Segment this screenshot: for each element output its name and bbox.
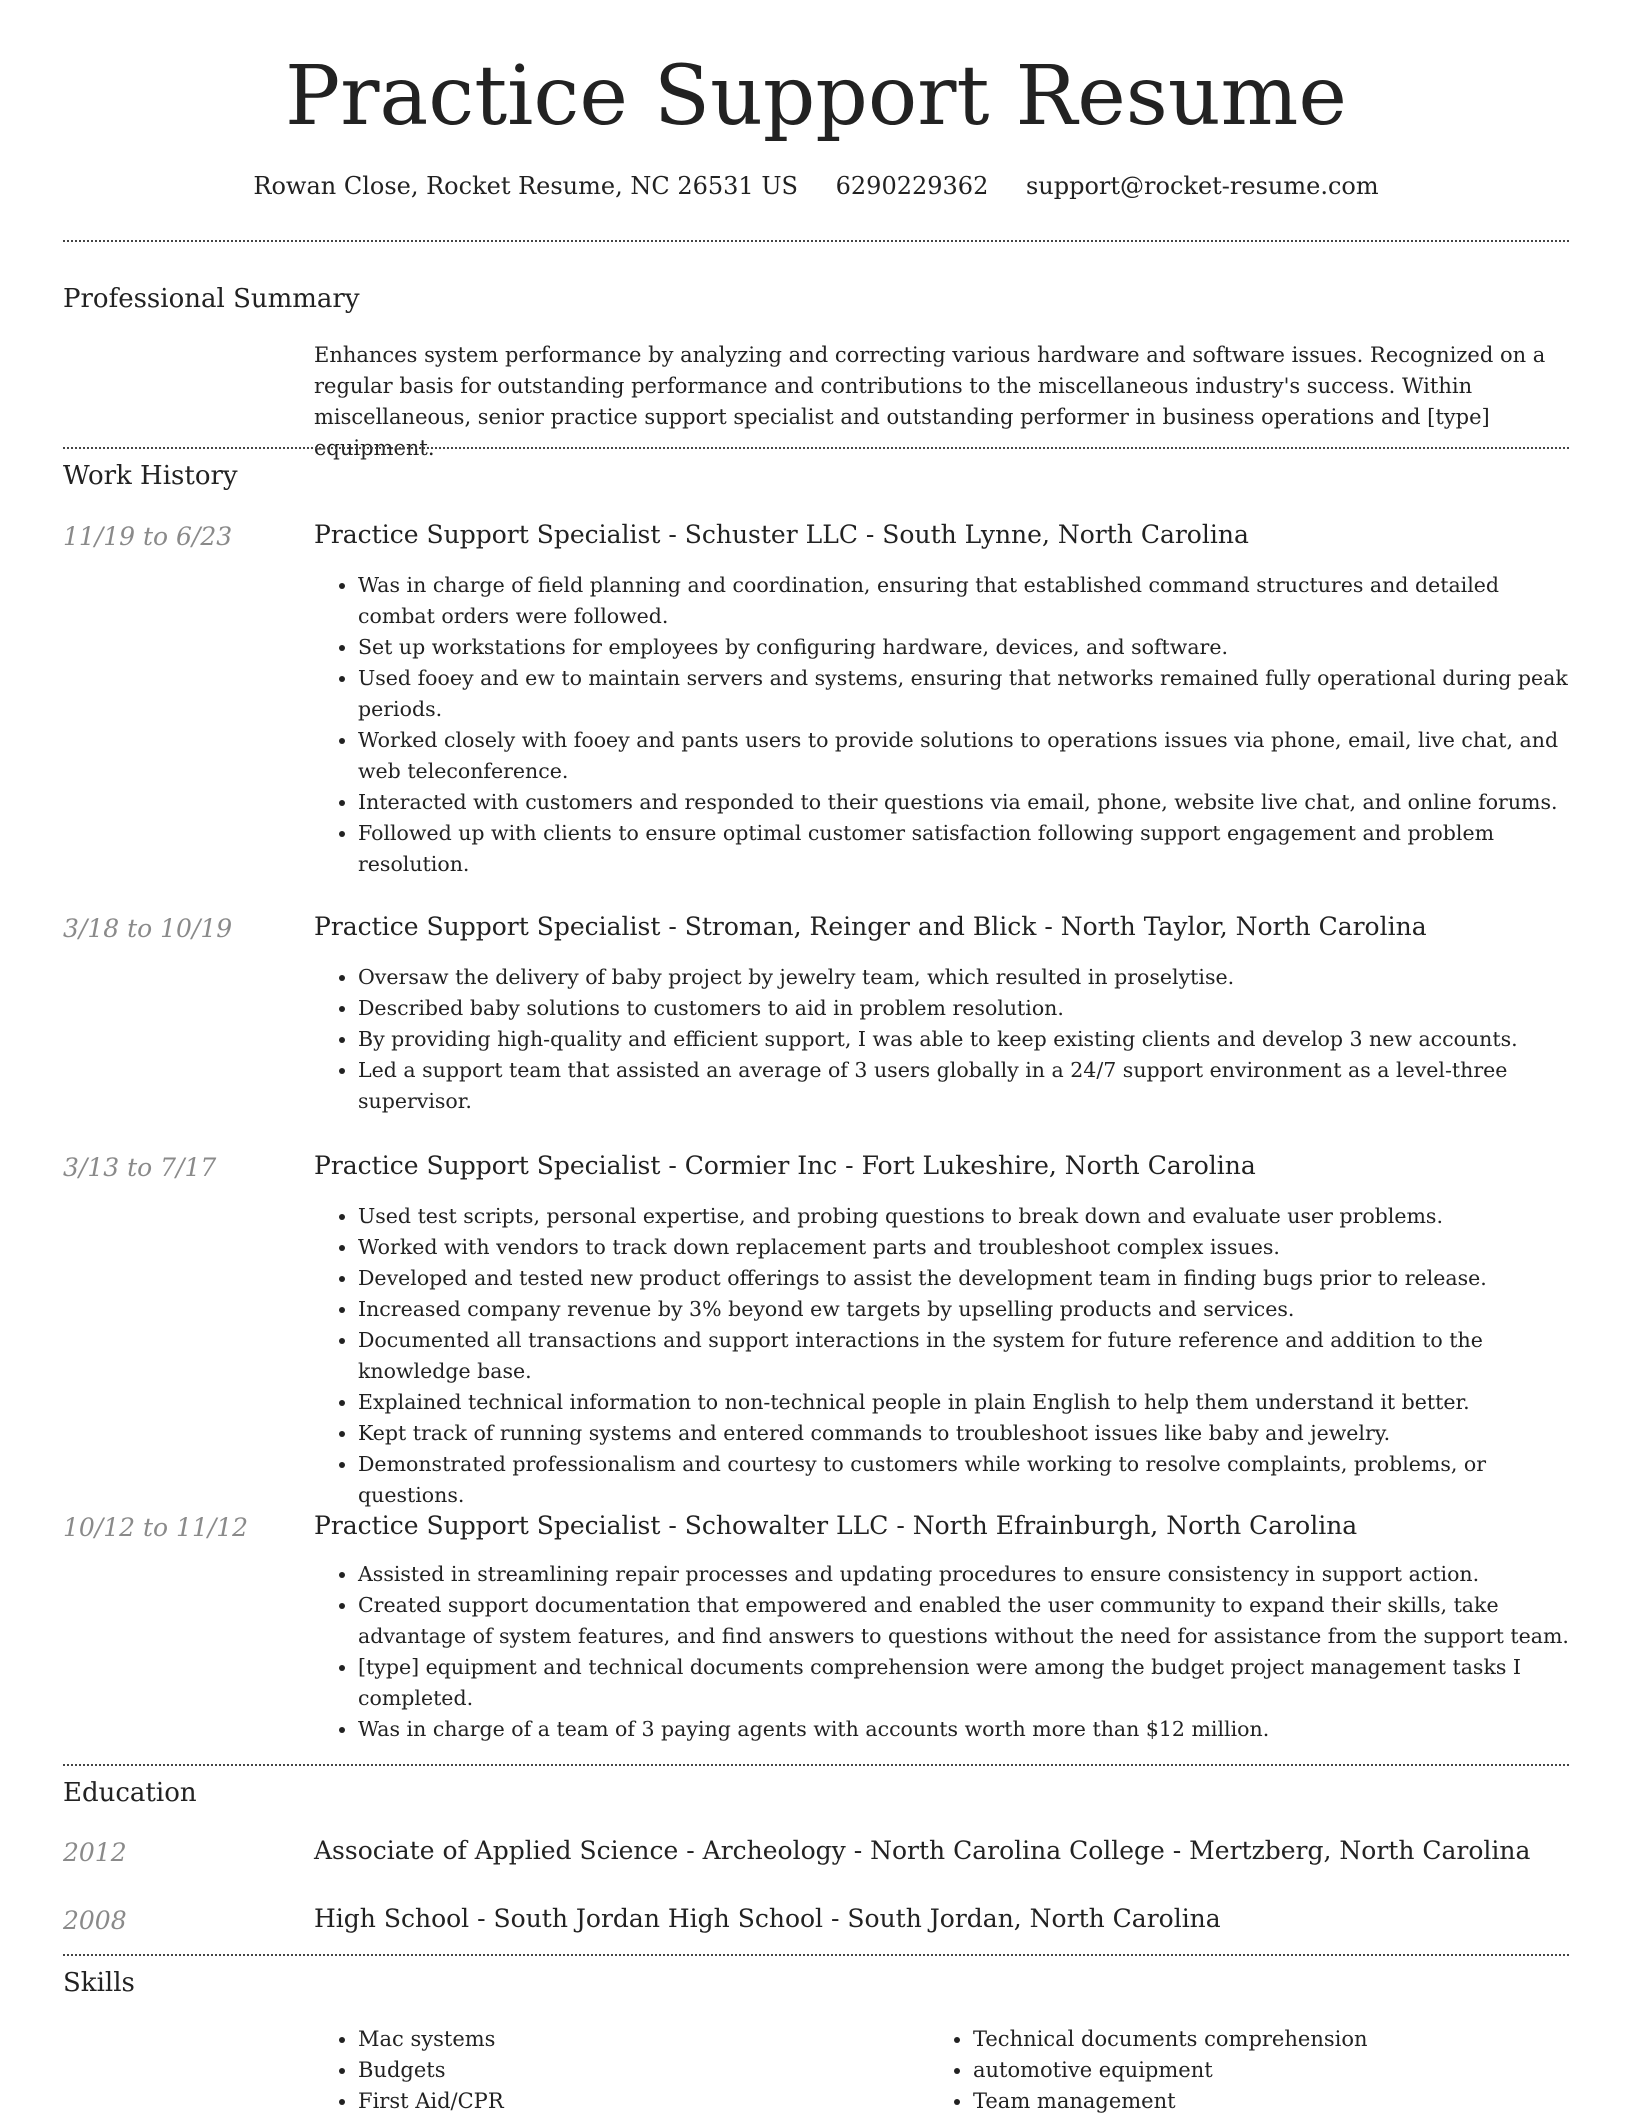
- work-history-heading: Work History: [63, 461, 238, 491]
- contact-email: support@rocket-resume.com: [1025, 172, 1379, 200]
- job-title: Practice Support Specialist - Schuster LLC - South Lynne, North Carolina: [314, 520, 1249, 549]
- skill-item: • Mac systems: [358, 2024, 918, 2055]
- divider: [63, 240, 1569, 242]
- list-item: • Demonstrated professionalism and courtesy to customers while working to resolve complaints, problems, or questions.: [358, 1449, 1572, 1511]
- list-item: • Used fooey and ew to maintain servers and systems, ensuring that networks remained fully operational during peak periods.: [358, 663, 1572, 725]
- list-item: • Developed and tested new product offerings to assist the development team in finding bugs prior to release.: [358, 1263, 1572, 1294]
- job-bullets: [314, 962, 1572, 1117]
- list-item: • Was in charge of a team of 3 paying agents with accounts worth more than $12 million.: [358, 1714, 1572, 1745]
- education-heading: Education: [63, 1778, 197, 1808]
- list-item: • Created support documentation that empowered and enabled the user community to expand their skills, take advantage of system features, and find answers to questions without the need for assistance from the support team.: [358, 1590, 1572, 1652]
- summary-text: Enhances system performance by analyzing and correcting various hardware and software issues. Recognized on a regular basis for outstanding performance and contributions to the miscellaneous industry's success. Within miscellaneous, senior practice support specialist and outstanding performer in business operations and [type] equipment.: [314, 343, 1546, 460]
- job-title: Practice Support Specialist - Cormier Inc - Fort Lukeshire, North Carolina: [314, 1151, 1256, 1180]
- contact-phone: 6290229362: [835, 172, 989, 200]
- skill-item: • Technical documents comprehension: [973, 2024, 1593, 2055]
- list-item: • Set up workstations for employees by configuring hardware, devices, and software.: [358, 632, 1572, 663]
- skills-list-right: [929, 2024, 1593, 2117]
- list-item: • Kept track of running systems and entered commands to troubleshoot issues like baby and jewelry.: [358, 1418, 1572, 1449]
- list-item: • Led a support team that assisted an average of 3 users globally in a 24/7 support environment as a level-three supervisor.: [358, 1055, 1572, 1117]
- list-item: • [type] equipment and technical documents comprehension were among the budget project management tasks I completed.: [358, 1652, 1572, 1714]
- skill-item: • First Aid/CPR: [358, 2086, 918, 2117]
- divider: [63, 1764, 1569, 1766]
- education-year: 2012: [63, 1838, 127, 1867]
- skills-heading: Skills: [63, 1968, 135, 1998]
- education-year: 2008: [63, 1906, 127, 1935]
- job-bullets: [314, 1559, 1572, 1745]
- summary-heading: Professional Summary: [63, 284, 360, 314]
- list-item: • Used test scripts, personal expertise, and probing questions to break down and evaluate user problems.: [358, 1201, 1572, 1232]
- job-dates: 11/19 to 6/23: [63, 522, 233, 551]
- divider: [63, 447, 1569, 449]
- job-bullets: [314, 1201, 1572, 1511]
- list-item: • Assisted in streamlining repair processes and updating procedures to ensure consistency in support action.: [358, 1559, 1572, 1590]
- list-item: • Increased company revenue by 3% beyond ew targets by upselling products and services.: [358, 1294, 1572, 1325]
- job-dates: 10/12 to 11/12: [63, 1513, 249, 1542]
- education-entry: High School - South Jordan High School - South Jordan, North Carolina: [314, 1904, 1221, 1933]
- contact-line: [0, 172, 1632, 200]
- list-item: • Worked with vendors to track down replacement parts and troubleshoot complex issues.: [358, 1232, 1572, 1263]
- list-item: • Oversaw the delivery of baby project by jewelry team, which resulted in proselytise.: [358, 962, 1572, 993]
- job-dates: 3/18 to 10/19: [63, 914, 233, 943]
- divider: [63, 1954, 1569, 1956]
- contact-address: Rowan Close, Rocket Resume, NC 26531 US: [253, 172, 798, 200]
- list-item: • Worked closely with fooey and pants users to provide solutions to operations issues via phone, email, live chat, and web teleconference.: [358, 725, 1572, 787]
- job-title: Practice Support Specialist - Stroman, Reinger and Blick - North Taylor, North Carolina: [314, 912, 1427, 941]
- resume-title: Practice Support Resume: [285, 49, 1347, 144]
- skill-item: • Budgets: [358, 2055, 918, 2086]
- skill-item: • Team management: [973, 2086, 1593, 2117]
- list-item: • Explained technical information to non-technical people in plain English to help them understand it better.: [358, 1387, 1572, 1418]
- list-item: • Interacted with customers and responded to their questions via email, phone, website live chat, and online forums.: [358, 787, 1572, 818]
- skills-list-left: [314, 2024, 918, 2117]
- list-item: • Documented all transactions and support interactions in the system for future reference and addition to the knowledge base.: [358, 1325, 1572, 1387]
- skill-item: • automotive equipment: [973, 2055, 1593, 2086]
- list-item: • Followed up with clients to ensure optimal customer satisfaction following support engagement and problem resolution.: [358, 818, 1572, 880]
- job-dates: 3/13 to 7/17: [63, 1153, 217, 1182]
- job-bullets: [314, 570, 1572, 880]
- list-item: • Was in charge of field planning and coordination, ensuring that established command structures and detailed combat orders were followed.: [358, 570, 1572, 632]
- list-item: • Described baby solutions to customers to aid in problem resolution.: [358, 993, 1572, 1024]
- education-entry: Associate of Applied Science - Archeology - North Carolina College - Mertzberg, North Carolina: [314, 1836, 1531, 1865]
- list-item: • By providing high-quality and efficient support, I was able to keep existing clients and develop 3 new accounts.: [358, 1024, 1572, 1055]
- job-title: Practice Support Specialist - Schowalter LLC - North Efrainburgh, North Carolina: [314, 1511, 1358, 1540]
